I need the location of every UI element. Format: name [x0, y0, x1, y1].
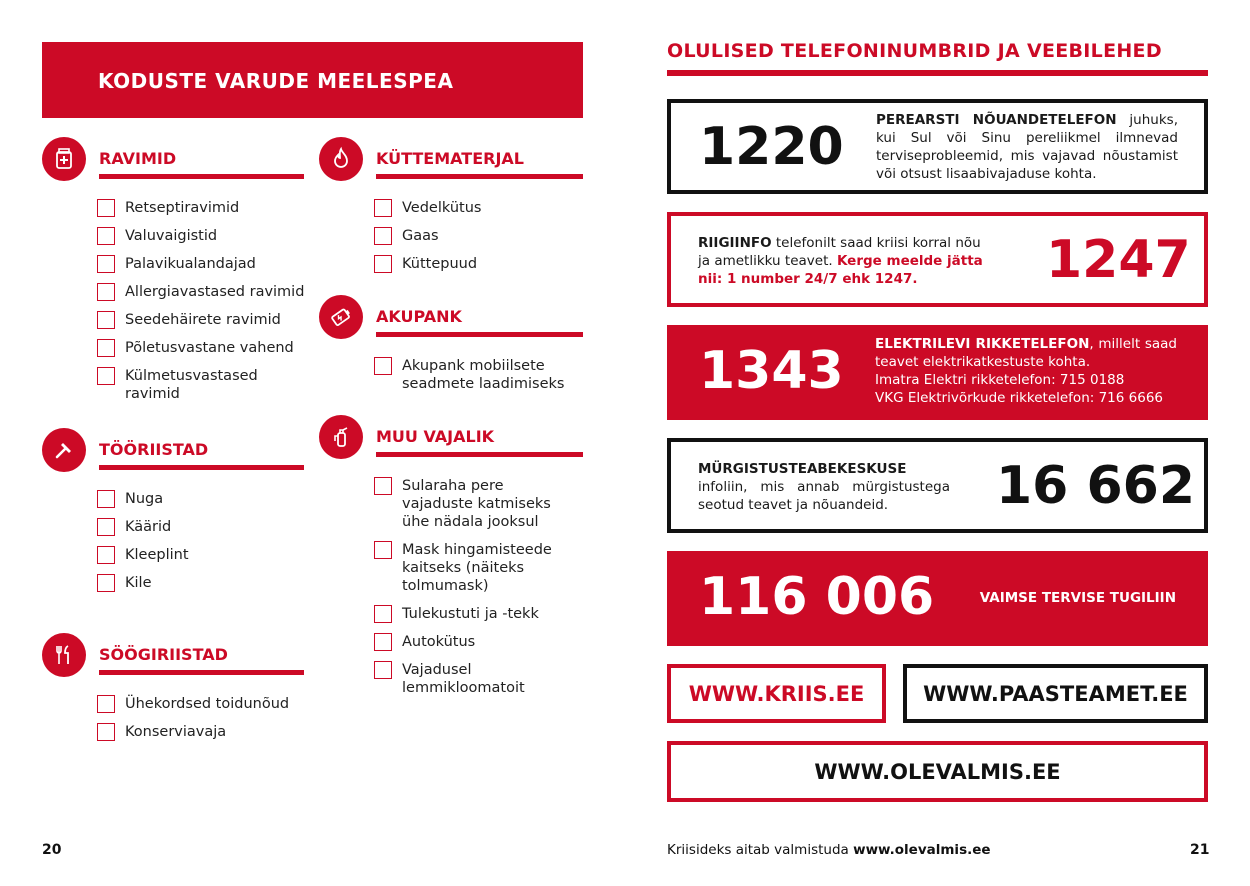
list-item [97, 723, 289, 741]
checkbox[interactable] [374, 477, 392, 495]
checklist-tooriistad [97, 490, 189, 592]
page-number-left: 20 [42, 842, 62, 858]
section-akupank [319, 295, 584, 405]
checkbox[interactable] [97, 283, 115, 301]
checklist-muu-vajalik [374, 477, 574, 697]
item-label: Nuga [125, 491, 164, 507]
checkbox[interactable] [97, 367, 115, 385]
section-title-soogiriistad: SÖÖGIRIISTAD [99, 645, 228, 664]
list-item [374, 477, 574, 531]
checkbox[interactable] [374, 605, 392, 623]
list-item [97, 255, 307, 273]
item-label: Küttepuud [402, 256, 478, 272]
hammer-icon [42, 428, 86, 472]
checklist-kuttematerjal [374, 199, 481, 273]
phone-number[interactable]: 1343 [699, 341, 844, 401]
item-label: Külmetusvastased ravimid [125, 368, 258, 402]
list-item [97, 339, 307, 357]
list-item [374, 255, 481, 273]
checkbox[interactable] [97, 546, 115, 564]
link-paasteamet[interactable]: WWW.PAASTEAMET.EE [903, 664, 1208, 723]
list-item [374, 605, 574, 623]
list-item [374, 633, 574, 651]
fire-extinguisher-icon [319, 415, 363, 459]
footer-link[interactable]: www.olevalmis.ee [853, 842, 991, 858]
section-muu-vajalik [319, 415, 584, 705]
checkbox[interactable] [97, 199, 115, 217]
flame-icon [319, 137, 363, 181]
checkbox[interactable] [97, 490, 115, 508]
section-title-tooriistad: TÖÖRIISTAD [99, 440, 209, 459]
checkbox[interactable] [374, 541, 392, 559]
service-text: infoliin, mis annab mürgistustega seotud teavet ja nõuandeid. [698, 479, 950, 513]
list-item [374, 199, 481, 217]
section-title-akupank: AKUPANK [376, 307, 462, 326]
item-label: Põletusvastane vahend [125, 340, 294, 356]
checklist-ravimid [97, 199, 307, 403]
service-highlight: Kerge meelde jätta nii: 1 number 24/7 ehk 1247. [698, 253, 983, 287]
section-title-kuttematerjal: KÜTTEMATERJAL [376, 149, 524, 168]
item-label: Mask hingamisteede kaitseks (näiteks tolmumask) [402, 542, 552, 594]
list-item [97, 574, 189, 592]
section-title-ravimid: RAVIMID [99, 149, 177, 168]
phone-card-murgistus [667, 438, 1208, 533]
page-title: KODUSTE VARUDE MEELESPEA [98, 69, 454, 93]
checkbox[interactable] [374, 255, 392, 273]
list-item [97, 227, 307, 245]
service-text: telefonilt saad kriisi korral nõu ja ametlikku teavet. [698, 235, 981, 269]
phone-description [875, 335, 1177, 407]
phone-number[interactable]: 1220 [699, 117, 844, 177]
section-kuttematerjal [319, 137, 584, 287]
checkbox[interactable] [374, 633, 392, 651]
item-label: Kleeplint [125, 547, 189, 563]
page-banner [42, 42, 583, 118]
checkbox[interactable] [374, 199, 392, 217]
item-label: Sularaha pere vajaduste katmiseks ühe nädala jooksul [402, 478, 551, 530]
service-name: RIIGIINFO [698, 235, 772, 251]
phone-card-vaimne-tervis [667, 551, 1208, 646]
checkbox[interactable] [374, 227, 392, 245]
checkbox[interactable] [374, 357, 392, 375]
item-label: Vedelkütus [402, 200, 482, 216]
link-kriis[interactable]: WWW.KRIIS.EE [667, 664, 886, 723]
link-olevalmis[interactable]: WWW.OLEVALMIS.EE [667, 741, 1208, 802]
phones-heading: OLULISED TELEFONINUMBRID JA VEEBILEHED [667, 40, 1162, 62]
item-label: Tulekustuti ja -tekk [402, 606, 539, 622]
section-rule [376, 452, 583, 457]
checkbox[interactable] [97, 723, 115, 741]
item-label: Ühekordsed toidunõud [125, 696, 290, 712]
item-label: Seedehäirete ravimid [125, 312, 281, 328]
checkbox[interactable] [97, 695, 115, 713]
list-item [97, 311, 307, 329]
service-name: ELEKTRILEVI RIKKETELEFON [875, 336, 1090, 352]
item-label: Vajadusel lemmikloomatoit [402, 662, 525, 696]
list-item [97, 546, 189, 564]
item-label: Gaas [402, 228, 439, 244]
item-label: Retseptiravimid [125, 200, 240, 216]
item-label: Akupank mobiilsete seadmete laadimiseks [402, 358, 565, 392]
phone-card-riigiinfo [667, 212, 1208, 307]
battery-icon [319, 295, 363, 339]
alt-phone-imatra: Imatra Elektri rikketelefon: 715 0188 [875, 372, 1125, 388]
alt-phone-vkg: VKG Elektrivõrkude rikketelefon: 716 6666 [875, 390, 1164, 406]
list-item [374, 227, 481, 245]
section-title-muu-vajalik: MUU VAJALIK [376, 427, 495, 446]
section-soogiriistad [42, 633, 307, 753]
section-rule [99, 465, 304, 470]
checkbox[interactable] [97, 574, 115, 592]
phone-number[interactable]: 116 006 [699, 567, 935, 627]
checkbox[interactable] [97, 339, 115, 357]
page-number-right: 21 [1190, 842, 1210, 858]
checklist-soogiriistad [97, 695, 289, 741]
checkbox[interactable] [374, 661, 392, 679]
item-label: Palavikualandajad [125, 256, 256, 272]
list-item [97, 283, 307, 301]
section-rule [376, 174, 583, 179]
list-item [97, 695, 289, 713]
service-text: juhuks, kui Sul või Sinu pereliikmel ilmnevad terviseprobleemid, mis vajavad nõustamist või otsust lisaabivajaduse kohta. [876, 112, 1178, 182]
footer-text [667, 842, 991, 858]
list-item [97, 518, 189, 536]
section-rule [376, 332, 583, 337]
checkbox[interactable] [97, 518, 115, 536]
list-item [374, 541, 574, 595]
checkbox[interactable] [97, 255, 115, 273]
list-item [97, 367, 307, 403]
phone-description [698, 460, 950, 514]
phone-card-perearst [667, 99, 1208, 194]
item-label: Konserviavaja [125, 724, 227, 740]
checkbox[interactable] [97, 227, 115, 245]
service-text: , millelt saad teavet elektrikatkestuste kohta. [875, 336, 1177, 370]
heading-rule [667, 70, 1208, 76]
section-tooriistad [42, 428, 307, 598]
list-item [97, 199, 307, 217]
phone-card-elektrilevi [667, 325, 1208, 420]
item-label: Kile [125, 575, 152, 591]
list-item [374, 357, 574, 393]
list-item [374, 661, 574, 697]
service-name: PEREARSTI NÕUANDETELEFON [876, 112, 1117, 128]
item-label: Allergiavastased ravimid [125, 284, 305, 300]
section-ravimid [42, 137, 307, 402]
cutlery-icon [42, 633, 86, 677]
item-label: Käärid [125, 519, 172, 535]
medicine-icon [42, 137, 86, 181]
phone-number[interactable]: 1247 [1046, 230, 1191, 290]
service-name: MÜRGISTUSTEABEKESKUSE [698, 461, 907, 477]
item-label: Autokütus [402, 634, 476, 650]
checkbox[interactable] [97, 311, 115, 329]
phone-description [876, 111, 1178, 183]
phone-number[interactable]: 16 662 [996, 456, 1196, 516]
footer-caption: Kriisideks aitab valmistuda [667, 842, 854, 858]
checklist-akupank [374, 357, 574, 393]
list-item [97, 490, 189, 508]
section-rule [99, 174, 304, 179]
phone-description [698, 234, 990, 288]
item-label: Valuvaigistid [125, 228, 218, 244]
service-label: VAIMSE TERVISE TUGILIIN [979, 590, 1176, 606]
section-rule [99, 670, 304, 675]
